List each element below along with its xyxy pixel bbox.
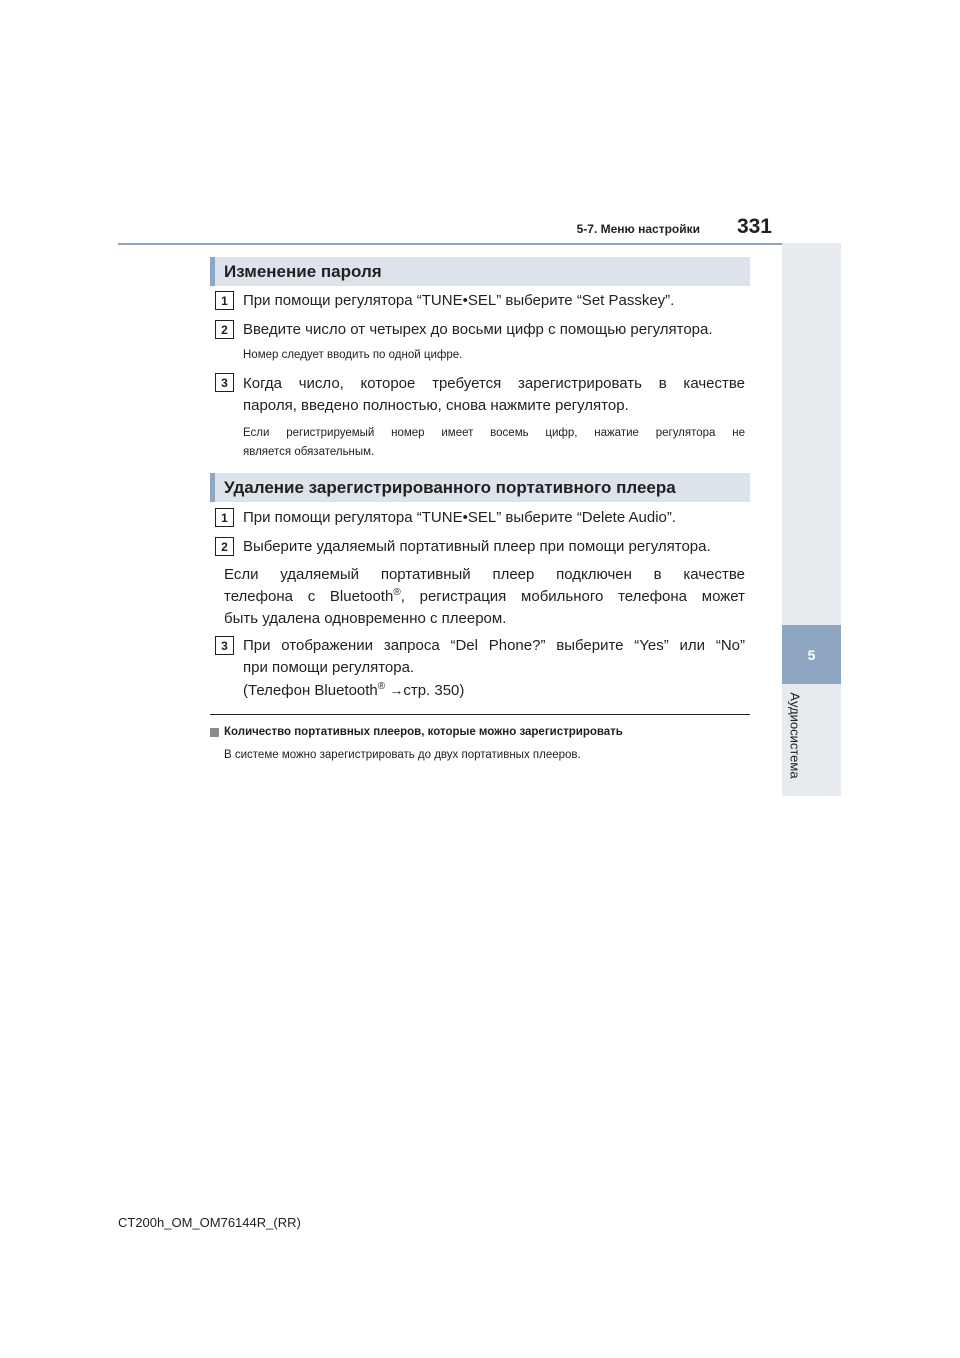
header-rule (118, 243, 841, 245)
step-text-line: при помощи регулятора. (243, 659, 415, 676)
page-reference-link[interactable]: (Телефон Bluetooth® →стр. 350) (243, 681, 465, 699)
step-number: 3 (215, 636, 234, 655)
step-text: При помощи регулятора “TUNE•SEL” выберите “Set Passkey”. (243, 292, 675, 309)
section-title-change-passkey: Изменение пароля (210, 257, 750, 286)
page-number: 331 (736, 215, 772, 238)
step-number: 2 (215, 320, 234, 339)
step-number: 3 (215, 373, 234, 392)
step-text-line: При отображении запроса “Del Phone?” выберите “Yes” или “No” (243, 637, 745, 654)
divider (210, 714, 750, 715)
step-text: Введите число от четырех до восьми цифр с помощью регулятора. (243, 321, 713, 338)
chapter-tab[interactable]: 5 (782, 625, 841, 684)
paragraph-line: телефона с Bluetooth®, регистрация мобильного телефона может (224, 587, 746, 605)
step-number: 1 (215, 508, 234, 527)
step-note-line: является обязательным. (243, 446, 375, 458)
info-title: Количество портативных плееров, которые можно зарегистрировать (224, 726, 623, 738)
step-text: Выберите удаляемый портативный плеер при помощи регулятора. (243, 538, 711, 555)
section-breadcrumb: 5-7. Меню настройки (576, 222, 700, 236)
step-note-line: Если регистрируемый номер имеет восемь цифр, нажатие регулятора не (243, 427, 745, 439)
paragraph-line: быть удалена одновременно с плеером. (224, 610, 507, 627)
chapter-label: Аудиосистема (787, 692, 803, 779)
step-number: 1 (215, 291, 234, 310)
section-title-delete-player: Удаление зарегистрированного портативного плеера (210, 473, 750, 502)
document-code: CT200h_OM_OM76144R_(RR) (118, 1215, 301, 1230)
arrow-right-icon: → (389, 682, 404, 698)
step-note: Номер следует вводить по одной цифре. (243, 349, 463, 361)
paragraph-line: Если удаляемый портативный плеер подключен в качестве (224, 566, 745, 583)
step-number: 2 (215, 537, 234, 556)
step-text-line: Когда число, которое требуется зарегистрировать в качестве (243, 375, 745, 392)
square-bullet-icon (210, 728, 219, 737)
info-text: В системе можно зарегистрировать до двух портативных плееров. (224, 749, 581, 761)
step-text-line: пароля, введено полностью, снова нажмите регулятор. (243, 397, 629, 414)
step-text: При помощи регулятора “TUNE•SEL” выберите “Delete Audio”. (243, 509, 677, 526)
